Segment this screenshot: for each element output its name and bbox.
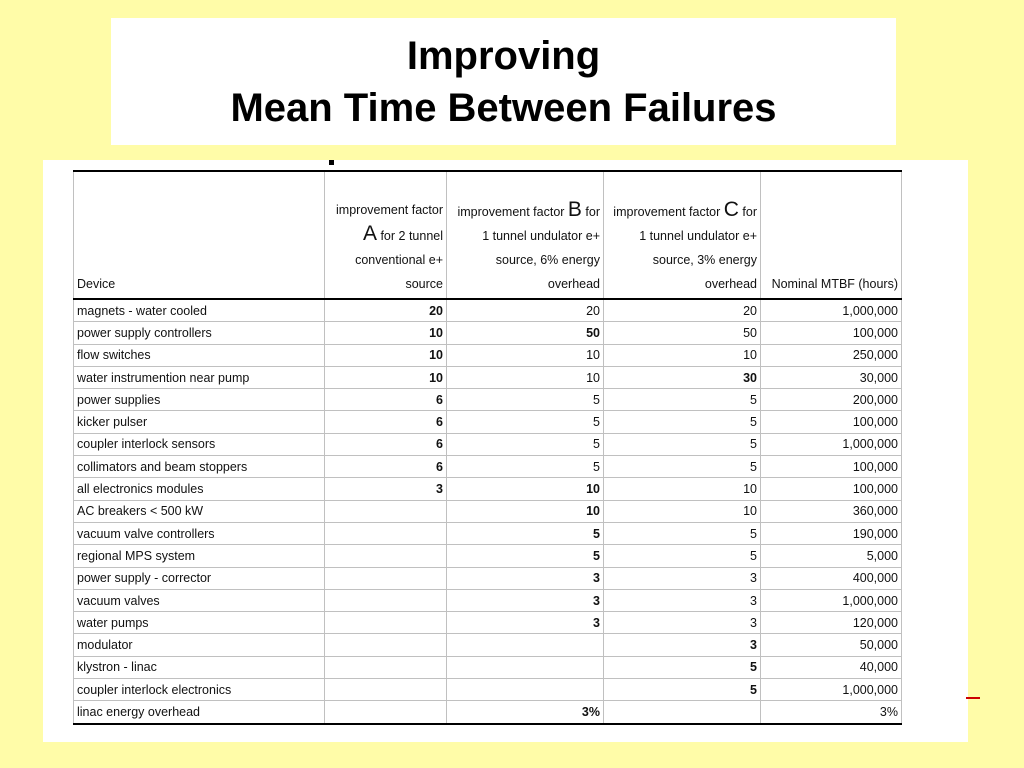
cell-mtbf: 250,000 bbox=[761, 344, 902, 366]
cell-factor-c: 5 bbox=[604, 433, 761, 455]
header-factor-b bbox=[447, 171, 604, 299]
cell-factor-a bbox=[325, 500, 447, 522]
cell-factor-c: 30 bbox=[604, 366, 761, 388]
cell-device: all electronics modules bbox=[74, 478, 325, 500]
header-b-post: for 1 tunnel undulator e+ source, 6% energy overhead bbox=[482, 205, 600, 291]
cell-device: klystron - linac bbox=[74, 656, 325, 678]
cell-factor-c: 5 bbox=[604, 522, 761, 544]
cell-device: vacuum valves bbox=[74, 589, 325, 611]
cell-factor-c: 3 bbox=[604, 589, 761, 611]
cell-device: coupler interlock electronics bbox=[74, 679, 325, 701]
cell-factor-a bbox=[325, 612, 447, 634]
cell-factor-b: 3% bbox=[447, 701, 604, 724]
table-row bbox=[74, 478, 902, 500]
header-a-pre: improvement factor bbox=[336, 203, 443, 217]
cell-device: modulator bbox=[74, 634, 325, 656]
cell-mtbf: 30,000 bbox=[761, 366, 902, 388]
cell-factor-a: 10 bbox=[325, 344, 447, 366]
header-a-letter: A bbox=[362, 222, 377, 245]
cell-factor-a bbox=[325, 545, 447, 567]
cell-factor-b: 50 bbox=[447, 322, 604, 344]
header-c-letter: C bbox=[723, 198, 739, 221]
cell-factor-c: 5 bbox=[604, 656, 761, 678]
table-row bbox=[74, 612, 902, 634]
cell-mtbf: 3% bbox=[761, 701, 902, 724]
cell-factor-c: 20 bbox=[604, 299, 761, 322]
cell-factor-a bbox=[325, 701, 447, 724]
cell-device: water pumps bbox=[74, 612, 325, 634]
mtbf-table bbox=[73, 170, 902, 725]
cell-factor-c: 5 bbox=[604, 456, 761, 478]
cell-factor-b: 5 bbox=[447, 456, 604, 478]
cell-factor-b: 5 bbox=[447, 411, 604, 433]
cell-factor-b: 5 bbox=[447, 522, 604, 544]
cell-factor-c: 3 bbox=[604, 634, 761, 656]
cell-device: power supply - corrector bbox=[74, 567, 325, 589]
cell-device: water instrumention near pump bbox=[74, 366, 325, 388]
cell-factor-b bbox=[447, 656, 604, 678]
table-row bbox=[74, 567, 902, 589]
cell-factor-b: 5 bbox=[447, 389, 604, 411]
table-row bbox=[74, 701, 902, 724]
cell-mtbf: 100,000 bbox=[761, 456, 902, 478]
cell-factor-b: 20 bbox=[447, 299, 604, 322]
table-row bbox=[74, 500, 902, 522]
cell-device: power supply controllers bbox=[74, 322, 325, 344]
cell-factor-b: 5 bbox=[447, 433, 604, 455]
cell-device: regional MPS system bbox=[74, 545, 325, 567]
cell-mtbf: 1,000,000 bbox=[761, 299, 902, 322]
cell-device: linac energy overhead bbox=[74, 701, 325, 724]
header-device: Device bbox=[74, 171, 325, 299]
cell-factor-c: 50 bbox=[604, 322, 761, 344]
table-row bbox=[74, 322, 902, 344]
cell-factor-b: 10 bbox=[447, 344, 604, 366]
cell-factor-b: 3 bbox=[447, 589, 604, 611]
cell-device: AC breakers < 500 kW bbox=[74, 500, 325, 522]
cell-factor-a: 6 bbox=[325, 389, 447, 411]
cell-factor-c: 3 bbox=[604, 567, 761, 589]
cell-factor-a: 20 bbox=[325, 299, 447, 322]
cell-factor-c: 5 bbox=[604, 411, 761, 433]
cell-mtbf: 100,000 bbox=[761, 411, 902, 433]
header-c-pre: improvement factor bbox=[613, 205, 724, 219]
cell-factor-a bbox=[325, 522, 447, 544]
cell-device: collimators and beam stoppers bbox=[74, 456, 325, 478]
table-row bbox=[74, 522, 902, 544]
cell-device: kicker pulser bbox=[74, 411, 325, 433]
cell-factor-a: 3 bbox=[325, 478, 447, 500]
table-row bbox=[74, 656, 902, 678]
table-panel bbox=[43, 160, 968, 742]
cell-factor-a bbox=[325, 589, 447, 611]
cell-mtbf: 120,000 bbox=[761, 612, 902, 634]
cell-factor-b bbox=[447, 679, 604, 701]
table-row bbox=[74, 389, 902, 411]
table-row bbox=[74, 456, 902, 478]
cell-factor-c: 10 bbox=[604, 344, 761, 366]
cell-mtbf: 100,000 bbox=[761, 322, 902, 344]
header-c-post: for 1 tunnel undulator e+ source, 3% energy overhead bbox=[639, 205, 757, 291]
cell-device: flow switches bbox=[74, 344, 325, 366]
cell-factor-b: 3 bbox=[447, 612, 604, 634]
cell-factor-a bbox=[325, 656, 447, 678]
header-a-post: for 2 tunnel conventional e+ source bbox=[355, 229, 443, 291]
cell-factor-c: 10 bbox=[604, 478, 761, 500]
cell-mtbf: 50,000 bbox=[761, 634, 902, 656]
header-nominal-mtbf: Nominal MTBF (hours) bbox=[761, 171, 902, 299]
cell-factor-c: 10 bbox=[604, 500, 761, 522]
table-row bbox=[74, 545, 902, 567]
cell-mtbf: 400,000 bbox=[761, 567, 902, 589]
cell-factor-b: 10 bbox=[447, 500, 604, 522]
cell-factor-a: 6 bbox=[325, 433, 447, 455]
slide-title-box bbox=[111, 18, 896, 145]
header-b-letter: B bbox=[567, 198, 582, 221]
cell-factor-a bbox=[325, 634, 447, 656]
cell-factor-a: 6 bbox=[325, 456, 447, 478]
header-factor-c bbox=[604, 171, 761, 299]
table-row bbox=[74, 634, 902, 656]
table-header-row bbox=[74, 171, 902, 299]
cell-device: coupler interlock sensors bbox=[74, 433, 325, 455]
cell-factor-b: 5 bbox=[447, 545, 604, 567]
cell-mtbf: 1,000,000 bbox=[761, 589, 902, 611]
cell-mtbf: 200,000 bbox=[761, 389, 902, 411]
cell-factor-c: 5 bbox=[604, 389, 761, 411]
cell-factor-a: 10 bbox=[325, 366, 447, 388]
cell-mtbf: 40,000 bbox=[761, 656, 902, 678]
slide-title-line2: Mean Time Between Failures bbox=[230, 85, 777, 130]
cell-factor-a: 10 bbox=[325, 322, 447, 344]
decorative-red-dash bbox=[966, 697, 980, 699]
header-b-pre: improvement factor bbox=[457, 205, 568, 219]
bullet-mark bbox=[329, 160, 334, 165]
cell-factor-b: 10 bbox=[447, 366, 604, 388]
cell-mtbf: 100,000 bbox=[761, 478, 902, 500]
table-row bbox=[74, 411, 902, 433]
cell-factor-a bbox=[325, 679, 447, 701]
cell-factor-b: 3 bbox=[447, 567, 604, 589]
cell-mtbf: 5,000 bbox=[761, 545, 902, 567]
cell-factor-a bbox=[325, 567, 447, 589]
cell-factor-c: 5 bbox=[604, 679, 761, 701]
cell-device: power supplies bbox=[74, 389, 325, 411]
table-row bbox=[74, 299, 902, 322]
cell-factor-c: 5 bbox=[604, 545, 761, 567]
table-row bbox=[74, 344, 902, 366]
table-row bbox=[74, 366, 902, 388]
slide-title-line1: Improving bbox=[406, 33, 601, 78]
cell-factor-b: 10 bbox=[447, 478, 604, 500]
cell-factor-c: 3 bbox=[604, 612, 761, 634]
cell-device: magnets - water cooled bbox=[74, 299, 325, 322]
cell-factor-c bbox=[604, 701, 761, 724]
cell-mtbf: 360,000 bbox=[761, 500, 902, 522]
cell-factor-b bbox=[447, 634, 604, 656]
cell-mtbf: 1,000,000 bbox=[761, 679, 902, 701]
table-row bbox=[74, 679, 902, 701]
table-row bbox=[74, 433, 902, 455]
table-row bbox=[74, 589, 902, 611]
cell-mtbf: 1,000,000 bbox=[761, 433, 902, 455]
cell-device: vacuum valve controllers bbox=[74, 522, 325, 544]
header-factor-a bbox=[325, 171, 447, 299]
cell-factor-a: 6 bbox=[325, 411, 447, 433]
cell-mtbf: 190,000 bbox=[761, 522, 902, 544]
